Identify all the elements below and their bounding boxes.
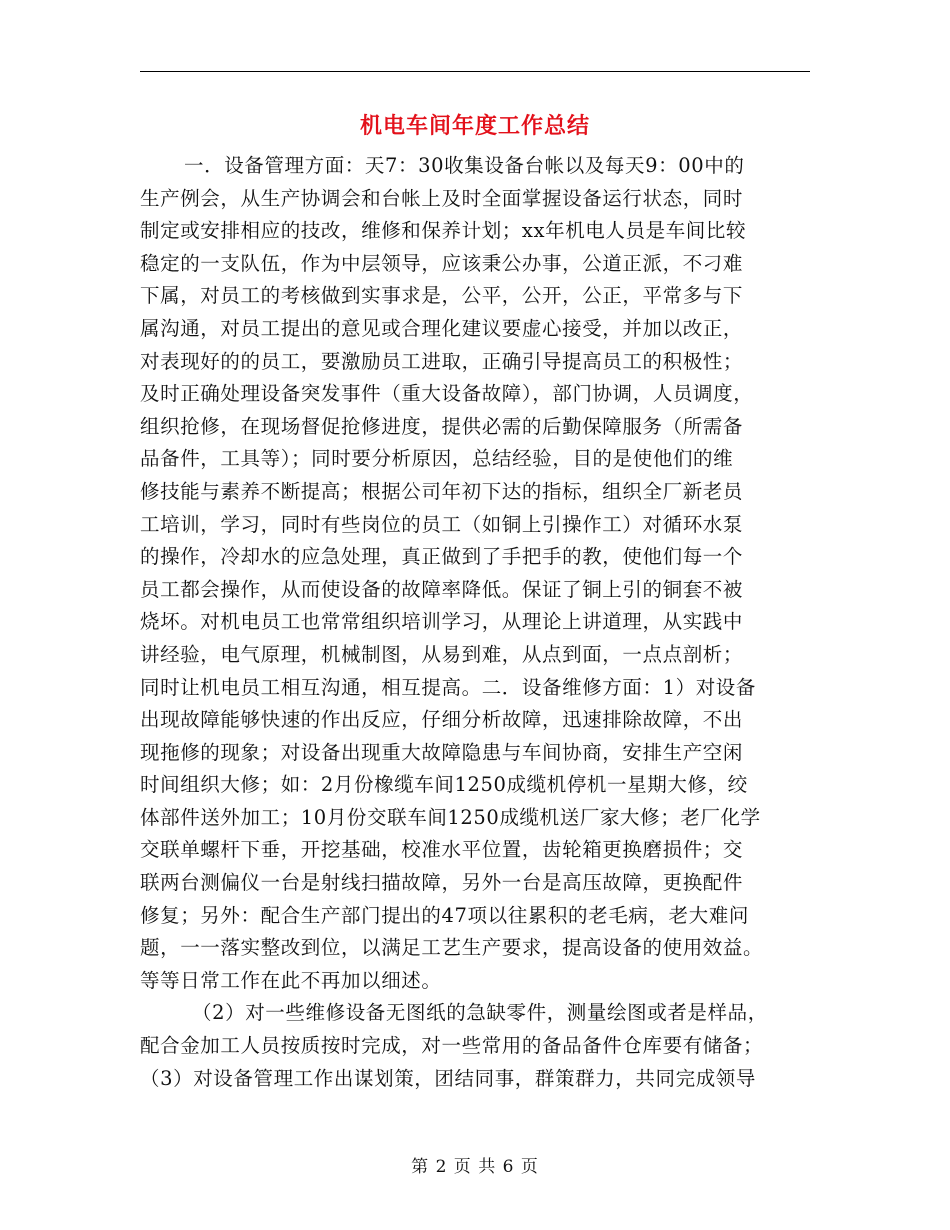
header-rule	[140, 71, 810, 72]
text-line: 烧坏。对机电员工也常常组织培训学习，从理论上讲道理，从实践中	[140, 610, 744, 634]
text-line: 交联单螺杆下垂，开挖基础，校准水平位置，齿轮箱更换磨损件；交	[140, 838, 744, 862]
text-line: 员工都会操作，从而使设备的故障率降低。保证了铜上引的铜套不被	[140, 577, 744, 601]
text-line: （2）对一些维修设备无图纸的急缺零件，测量绘图或者是样品，	[192, 1001, 768, 1025]
text-line: 工培训，学习，同时有些岗位的员工（如铜上引操作工）对循环水泵	[140, 512, 744, 536]
text-line: 下属，对员工的考核做到实事求是，公平，公开，公正，平常多与下	[140, 284, 744, 308]
text-line: （3）对设备管理工作出谋划策，团结同事，群策群力，共同完成领导	[140, 1066, 757, 1090]
text-line: 讲经验，电气原理，机械制图，从易到难，从点到面，一点点剖析；	[140, 642, 744, 666]
document-title: 机电车间年度工作总结	[359, 113, 590, 139]
text-line: 时间组织大修；如：2月份橡缆车间1250成缆机停机一星期大修，绞	[140, 773, 748, 797]
text-line: 的操作，冷却水的应急处理，真正做到了手把手的教，使他们每一个	[140, 545, 744, 569]
text-line: 组织抢修，在现场督促抢修进度，提供必需的后勤保障服务（所需备	[140, 414, 744, 438]
text-line: 生产例会，从生产协调会和台帐上及时全面掌握设备运行状态，同时	[140, 186, 744, 210]
text-line: 等等日常工作在此不再加以细述。	[140, 968, 442, 992]
document-body	[140, 150, 812, 1095]
text-line: 体部件送外加工；10月份交联车间1250成缆机送厂家大修；老厂化学	[140, 805, 761, 829]
text-line: 出现故障能够快速的作出反应，仔细分析故障，迅速排除故障，不出	[140, 708, 744, 732]
text-line: 品备件，工具等）；同时要分析原因，总结经验，目的是使他们的维	[140, 447, 734, 471]
page-number: 第 2 页 共 6 页	[411, 1157, 539, 1177]
text-line: 配合金加工人员按质按时完成，对一些常用的备品备件仓库要有储备；	[140, 1034, 764, 1058]
text-line: 稳定的一支队伍，作为中层领导，应该秉公办事，公道正派，不刁难	[140, 251, 744, 275]
text-line: 修技能与素养不断提高；根据公司年初下达的指标，组织全厂新老员	[140, 479, 744, 503]
text-line: 属沟通，对员工提出的意见或合理化建议要虚心接受，并加以改正，	[140, 316, 744, 340]
text-line: 一．设备管理方面：天7：30收集设备台帐以及每天9：00中的	[184, 154, 745, 177]
text-line: 制定或安排相应的技改，维修和保养计划；xx年机电人员是车间比较	[140, 219, 747, 243]
text-line: 修复；另外：配合生产部门提出的47项以往累积的老毛病，老大难问	[140, 903, 749, 927]
text-line: 现拖修的现象；对设备出现重大故障隐患与车间协商，安排生产空闲	[140, 740, 744, 764]
text-line: 题，一一落实整改到位，以满足工艺生产要求，提高设备的使用效益。	[140, 936, 764, 960]
text-line: 联两台测偏仪一台是射线扫描故障，另外一台是高压故障，更换配件	[140, 871, 744, 895]
text-line: 对表现好的的员工，要激励员工进取，正确引导提高员工的积极性；	[140, 349, 744, 373]
text-line: 同时让机电员工相互沟通，相互提高。二．设备维修方面：1）对设备	[140, 675, 757, 699]
text-line: 及时正确处理设备突发事件（重大设备故障），部门协调，人员调度，	[140, 382, 754, 406]
